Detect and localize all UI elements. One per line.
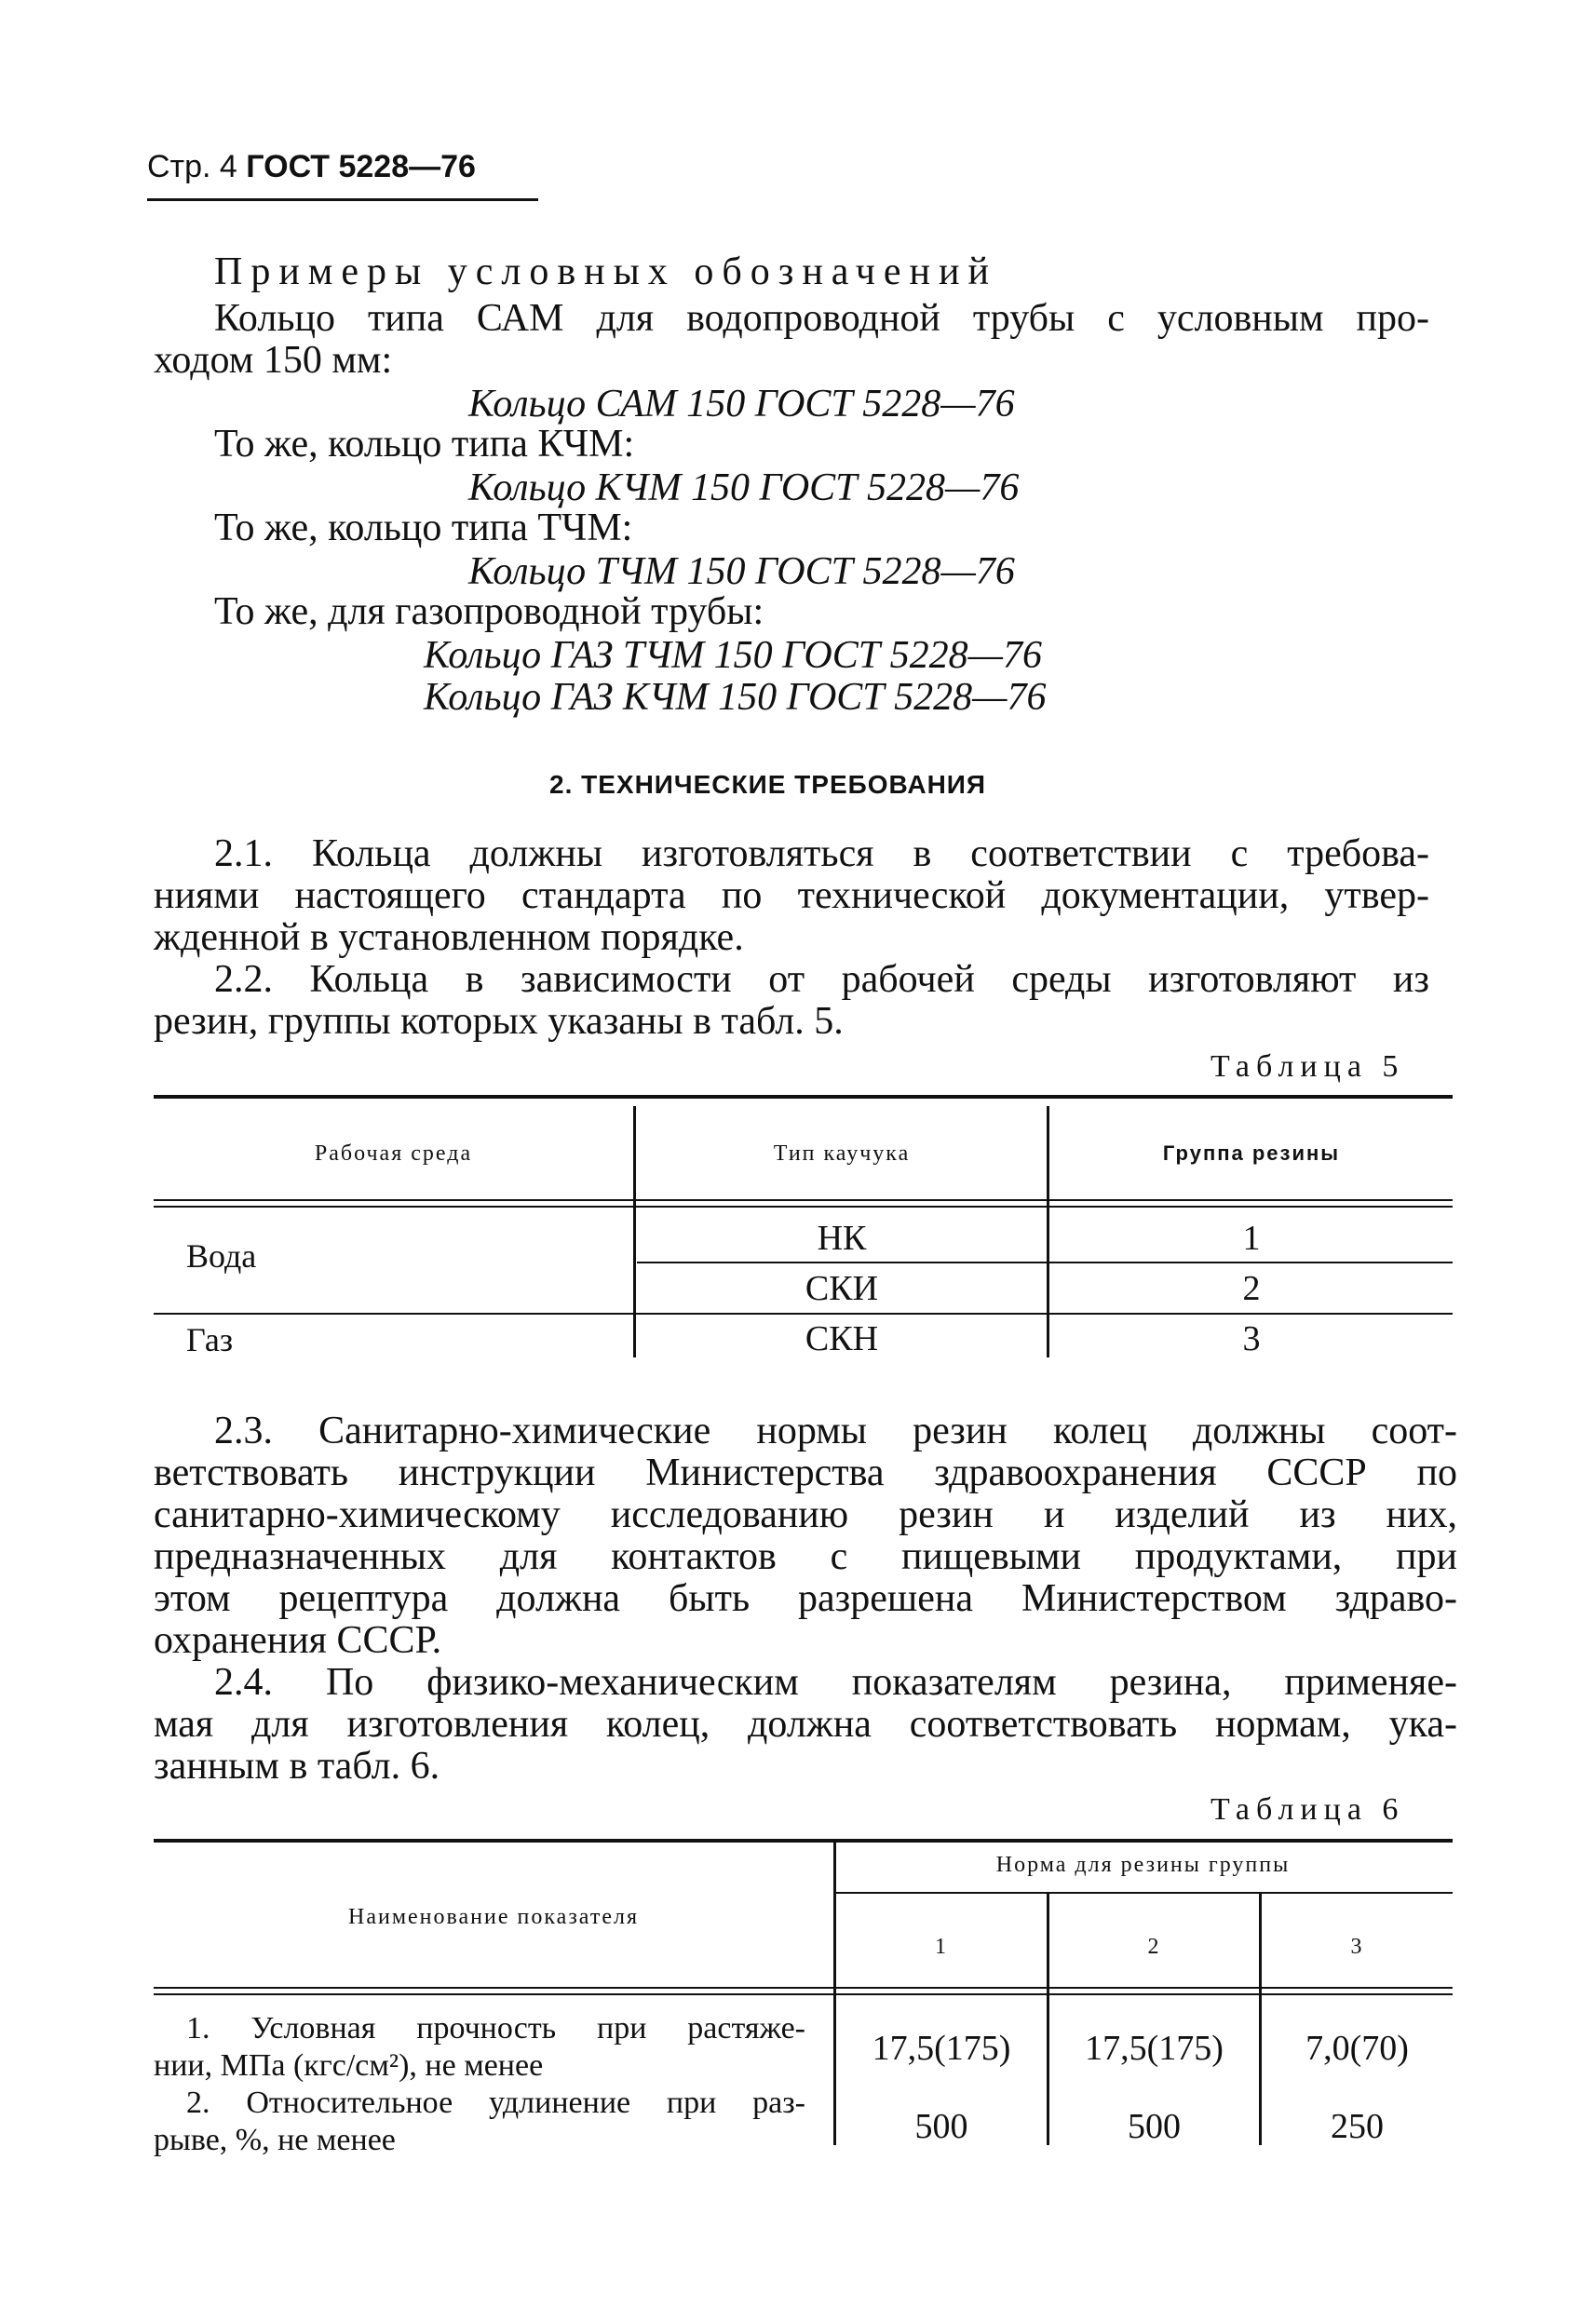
- table6-top-rule: [154, 1839, 1453, 1843]
- table6-row1-value-2: 17,5(175): [1085, 2029, 1224, 2068]
- page-number: Стр. 4: [147, 149, 237, 184]
- para-2-3-line5: этом рецептура должна быть разрешена Министерством здраво-: [154, 1577, 1457, 1620]
- table5-group-1: 1: [1242, 1219, 1261, 1258]
- table5-env-gas: Газ: [186, 1321, 234, 1358]
- para-2-1-line3: жденной в установленном порядке.: [154, 916, 744, 959]
- table5-header-group: Группа резины: [1162, 1141, 1341, 1165]
- table6-header-norm: Норма для резины группы: [995, 1853, 1291, 1877]
- header-rule: [147, 198, 538, 201]
- section-title: 2. ТЕХНИЧЕСКИЕ ТРЕБОВАНИЯ: [549, 770, 987, 799]
- table6-row1-value-1: 17,5(175): [872, 2029, 1011, 2068]
- table5-rubber-3: СКН: [805, 1319, 879, 1358]
- example-gas-kchm: Кольцо ГАЗ КЧМ 150 ГОСТ 5228—76: [424, 676, 1047, 719]
- examples-intro-line2: ходом 150 мм:: [154, 339, 393, 382]
- table6-header-norm-rule: [836, 1892, 1453, 1894]
- table6-group-1: 1: [935, 1935, 948, 1959]
- table5-row-rule-1: [637, 1262, 1453, 1263]
- standard-code: ГОСТ 5228—76: [246, 149, 476, 184]
- para-2-3-line3: санитарно-химическому исследованию резин и изделий из них,: [154, 1493, 1457, 1536]
- table5-col-divider-1: [633, 1106, 636, 1357]
- table6-group-3: 3: [1350, 1935, 1364, 1959]
- table5-env-water: Вода: [186, 1237, 257, 1275]
- same-tchm: То же, кольцо типа ТЧМ:: [214, 506, 633, 549]
- same-gas: То же, для газопроводной трубы:: [214, 590, 764, 633]
- table6-row1-label-line2: нии, МПа (кгс/см²), не менее: [154, 2048, 544, 2083]
- table5-header-env: Рабочая среда: [314, 1141, 473, 1166]
- example-sam: Кольцо САМ 150 ГОСТ 5228—76: [468, 383, 1015, 425]
- para-2-3-line1: 2.3. Санитарно-химические нормы резин колец должны соот-: [214, 1410, 1457, 1452]
- examples-intro-line1: Кольцо типа САМ для водопроводной трубы с условным про-: [214, 297, 1429, 340]
- para-2-3-line4: предназначенных для контактов с пищевыми продуктами, при: [154, 1535, 1457, 1578]
- table5-header-rule-b: [154, 1206, 1453, 1208]
- example-tchm: Кольцо ТЧМ 150 ГОСТ 5228—76: [468, 550, 1015, 593]
- table6-row2-label-line2: рыве, %, не менее: [154, 2123, 396, 2157]
- table5-header-rule-a: [154, 1199, 1453, 1201]
- para-2-4-line3: занным в табл. 6.: [154, 1745, 440, 1788]
- table6-header-rule-a: [154, 1987, 1453, 1989]
- table5-rubber-2: СКИ: [805, 1269, 879, 1308]
- para-2-3-line2: ветствовать инструкции Министерства здравоохранения СССР по: [154, 1452, 1457, 1494]
- para-2-1-line1: 2.1. Кольца должны изготовляться в соответствии с требова-: [214, 832, 1429, 875]
- table5-top-rule: [154, 1095, 1453, 1099]
- table5-group-2: 2: [1242, 1269, 1261, 1308]
- table6-row1-label-line1: 1. Условная прочность при растяже-: [186, 2011, 805, 2046]
- para-2-4-line2: мая для изготовления колец, должна соответствовать нормам, ука-: [154, 1703, 1457, 1746]
- table6-row2-value-1: 500: [914, 2107, 968, 2146]
- example-gas-tchm: Кольцо ГАЗ ТЧМ 150 ГОСТ 5228—76: [424, 634, 1042, 677]
- para-2-4-line1: 2.4. По физико-механическим показателям резина, применяе-: [214, 1661, 1457, 1704]
- table6-row2-value-2: 500: [1128, 2107, 1181, 2146]
- para-2-2-line2: резин, группы которых указаны в табл. 5.: [154, 1000, 844, 1043]
- page-header: [147, 149, 476, 185]
- para-2-3-line6: охранения СССР.: [154, 1619, 442, 1662]
- para-2-2-line1: 2.2. Кольца в зависимости от рабочей среды изготовляют из: [214, 958, 1429, 1001]
- table5-caption: Таблица 5: [1211, 1049, 1405, 1084]
- table6-row2-value-3: 250: [1331, 2107, 1384, 2146]
- table6-row1-value-3: 7,0(70): [1305, 2029, 1409, 2068]
- para-2-1-line2: ниями настоящего стандарта по технической документации, утвер-: [154, 874, 1429, 917]
- same-kchm: То же, кольцо типа КЧМ:: [214, 423, 635, 466]
- example-kchm: Кольцо КЧМ 150 ГОСТ 5228—76: [468, 466, 1020, 509]
- table5-rubber-1: НК: [817, 1219, 867, 1258]
- table5-group-3: 3: [1242, 1319, 1261, 1358]
- table5-col-divider-2: [1047, 1106, 1049, 1357]
- table6-header-rule-b: [154, 1993, 1453, 1995]
- examples-title: Примеры условных обозначений: [214, 250, 997, 293]
- table5-header-rubber: Тип каучука: [773, 1141, 911, 1166]
- table6-group-2: 2: [1147, 1935, 1161, 1959]
- table6-header-name: Наименование показателя: [348, 1905, 639, 1929]
- table6-caption: Таблица 6: [1211, 1792, 1405, 1827]
- table6-row2-label-line1: 2. Относительное удлинение при раз-: [186, 2086, 805, 2120]
- table5-row-rule-2: [154, 1313, 1453, 1315]
